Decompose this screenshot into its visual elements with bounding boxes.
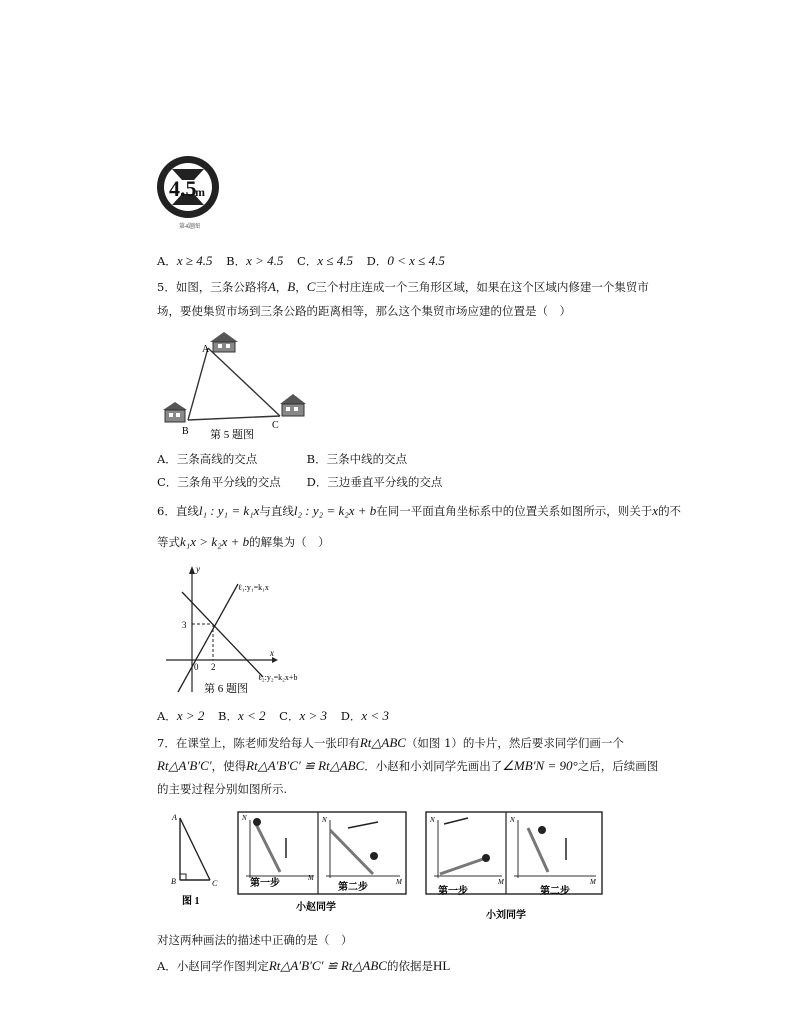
road-bc: [188, 416, 280, 420]
q4-figure: [155, 155, 225, 235]
q6-option-d: D．x < 3: [340, 708, 389, 723]
q7-option-a: A．小赵同学作图判定Rt△A′B′C′ ≌ Rt△ABC的依据是HL: [157, 958, 451, 973]
q6-figure: [158, 562, 308, 698]
fig1-c: C: [212, 879, 218, 888]
zhao-step1: 第一步: [250, 878, 280, 889]
q7-stem-line1: 7．在课堂上，陈老师发给每人一张印有Rt△ABC（如图 1）的卡片，然后要求同学们画一个: [157, 735, 624, 750]
road-ac: [208, 348, 280, 416]
label-l1: ℓ₁:y₁=k₁x: [238, 583, 269, 592]
q7-stem-line3: 的主要过程分别如图所示.: [157, 782, 288, 796]
label-c: C: [272, 420, 279, 431]
zhao-step2: 第二步: [338, 882, 368, 893]
q5-option-a: A．三条高线的交点: [157, 452, 258, 466]
q4-options: [157, 253, 455, 269]
q4-option-c: C．x ≤ 4.5: [297, 253, 353, 268]
q5-figure: [160, 328, 310, 444]
q5-option-b: B．三条中线的交点: [306, 452, 408, 466]
q7-figure: [168, 808, 608, 922]
liu-panel: [426, 812, 602, 921]
zhao2-m: M: [396, 878, 402, 886]
road-ab: [188, 348, 208, 420]
fig1-a: A: [172, 813, 177, 822]
q5-caption: 第 5 题图: [210, 429, 254, 441]
q5-option-c: C．三条角平分线的交点: [157, 475, 281, 489]
fig1-b: B: [171, 877, 176, 886]
figure-1: [171, 813, 218, 907]
q5-options-row2: [157, 474, 442, 490]
liu-step2: 第二步: [540, 886, 570, 897]
house-b-icon: [163, 402, 187, 422]
q6-option-b: B．x < 2: [218, 708, 266, 723]
label-l2: ℓ₂:y₂=k₂x+b: [258, 673, 298, 682]
zhao2-n: N: [322, 816, 327, 824]
zhao-caption: 小赵同学: [296, 902, 336, 913]
tick-0: 0: [194, 662, 199, 672]
house-a-icon: [210, 332, 238, 352]
liu-step1: 第一步: [438, 886, 468, 897]
q5-option-d: D．三边垂直平分线的交点: [306, 475, 443, 489]
zhao-panel: [238, 812, 406, 913]
zhao1-n: N: [242, 814, 247, 822]
liu1-n: N: [430, 816, 435, 824]
line-l1: [178, 584, 238, 692]
sign-value: 4.5: [169, 176, 197, 201]
axis-x-label: x: [270, 648, 274, 658]
tick-2: 2: [211, 662, 216, 672]
zhao1-m: M: [308, 874, 314, 882]
q7-question: 对这两种画法的描述中正确的是（ ）: [157, 933, 353, 947]
q4-option-b: B．x > 4.5: [226, 253, 284, 268]
fig1-caption: 图 1: [182, 896, 200, 907]
label-a: A: [202, 344, 210, 355]
q7-stem-line2: Rt△A′B′C′，使得Rt△A′B′C′ ≌ Rt△ABC．小赵和小刘同学先画出了∠MB′N = 90°之后，后续画图: [157, 758, 659, 773]
q6-stem-line1: 6．直线l₁ : y₁ = k₁x与直线l₂ : y₂ = k₂x + b在同一平面直角坐标系中的位置关系如图所示，则关于x的不: [157, 503, 682, 518]
q5-stem-line2: 场，要使集贸市场到三条公路的距离相等，那么这个集贸市场应建的位置是（ ）: [157, 304, 571, 318]
q5-stem-line1: 5．如图，三条公路将A，B，C三个村庄连成一个三角形区域，如果在这个区域内修建一个集贸市: [157, 279, 649, 294]
q4-option-d: D．0 < x ≤ 4.5: [366, 253, 445, 268]
sign-unit: m: [195, 185, 205, 199]
q4-option-a: A．x ≥ 4.5: [157, 253, 213, 268]
q6-caption: 第 6 题图: [204, 683, 248, 695]
q6-option-c: C．x > 3: [279, 708, 328, 723]
q6-options: [157, 708, 399, 724]
label-b: B: [182, 426, 189, 437]
house-c-icon: [280, 394, 306, 416]
liu2-n: N: [510, 816, 515, 824]
height-limit-sign-icon: [155, 155, 225, 235]
q6-option-a: A．x > 2: [157, 708, 205, 723]
liu2-m: M: [590, 878, 596, 886]
sign-caption: 第4题图: [179, 224, 201, 230]
q5-options-row1: [157, 451, 407, 467]
axis-y-label: y: [196, 564, 200, 574]
liu1-m: M: [498, 878, 504, 886]
q6-stem-line2: 等式k₁x > k₂x + b的解集为（ ）: [157, 534, 330, 549]
tick-3: 3: [182, 620, 187, 630]
liu-caption: 小刘同学: [486, 910, 526, 921]
